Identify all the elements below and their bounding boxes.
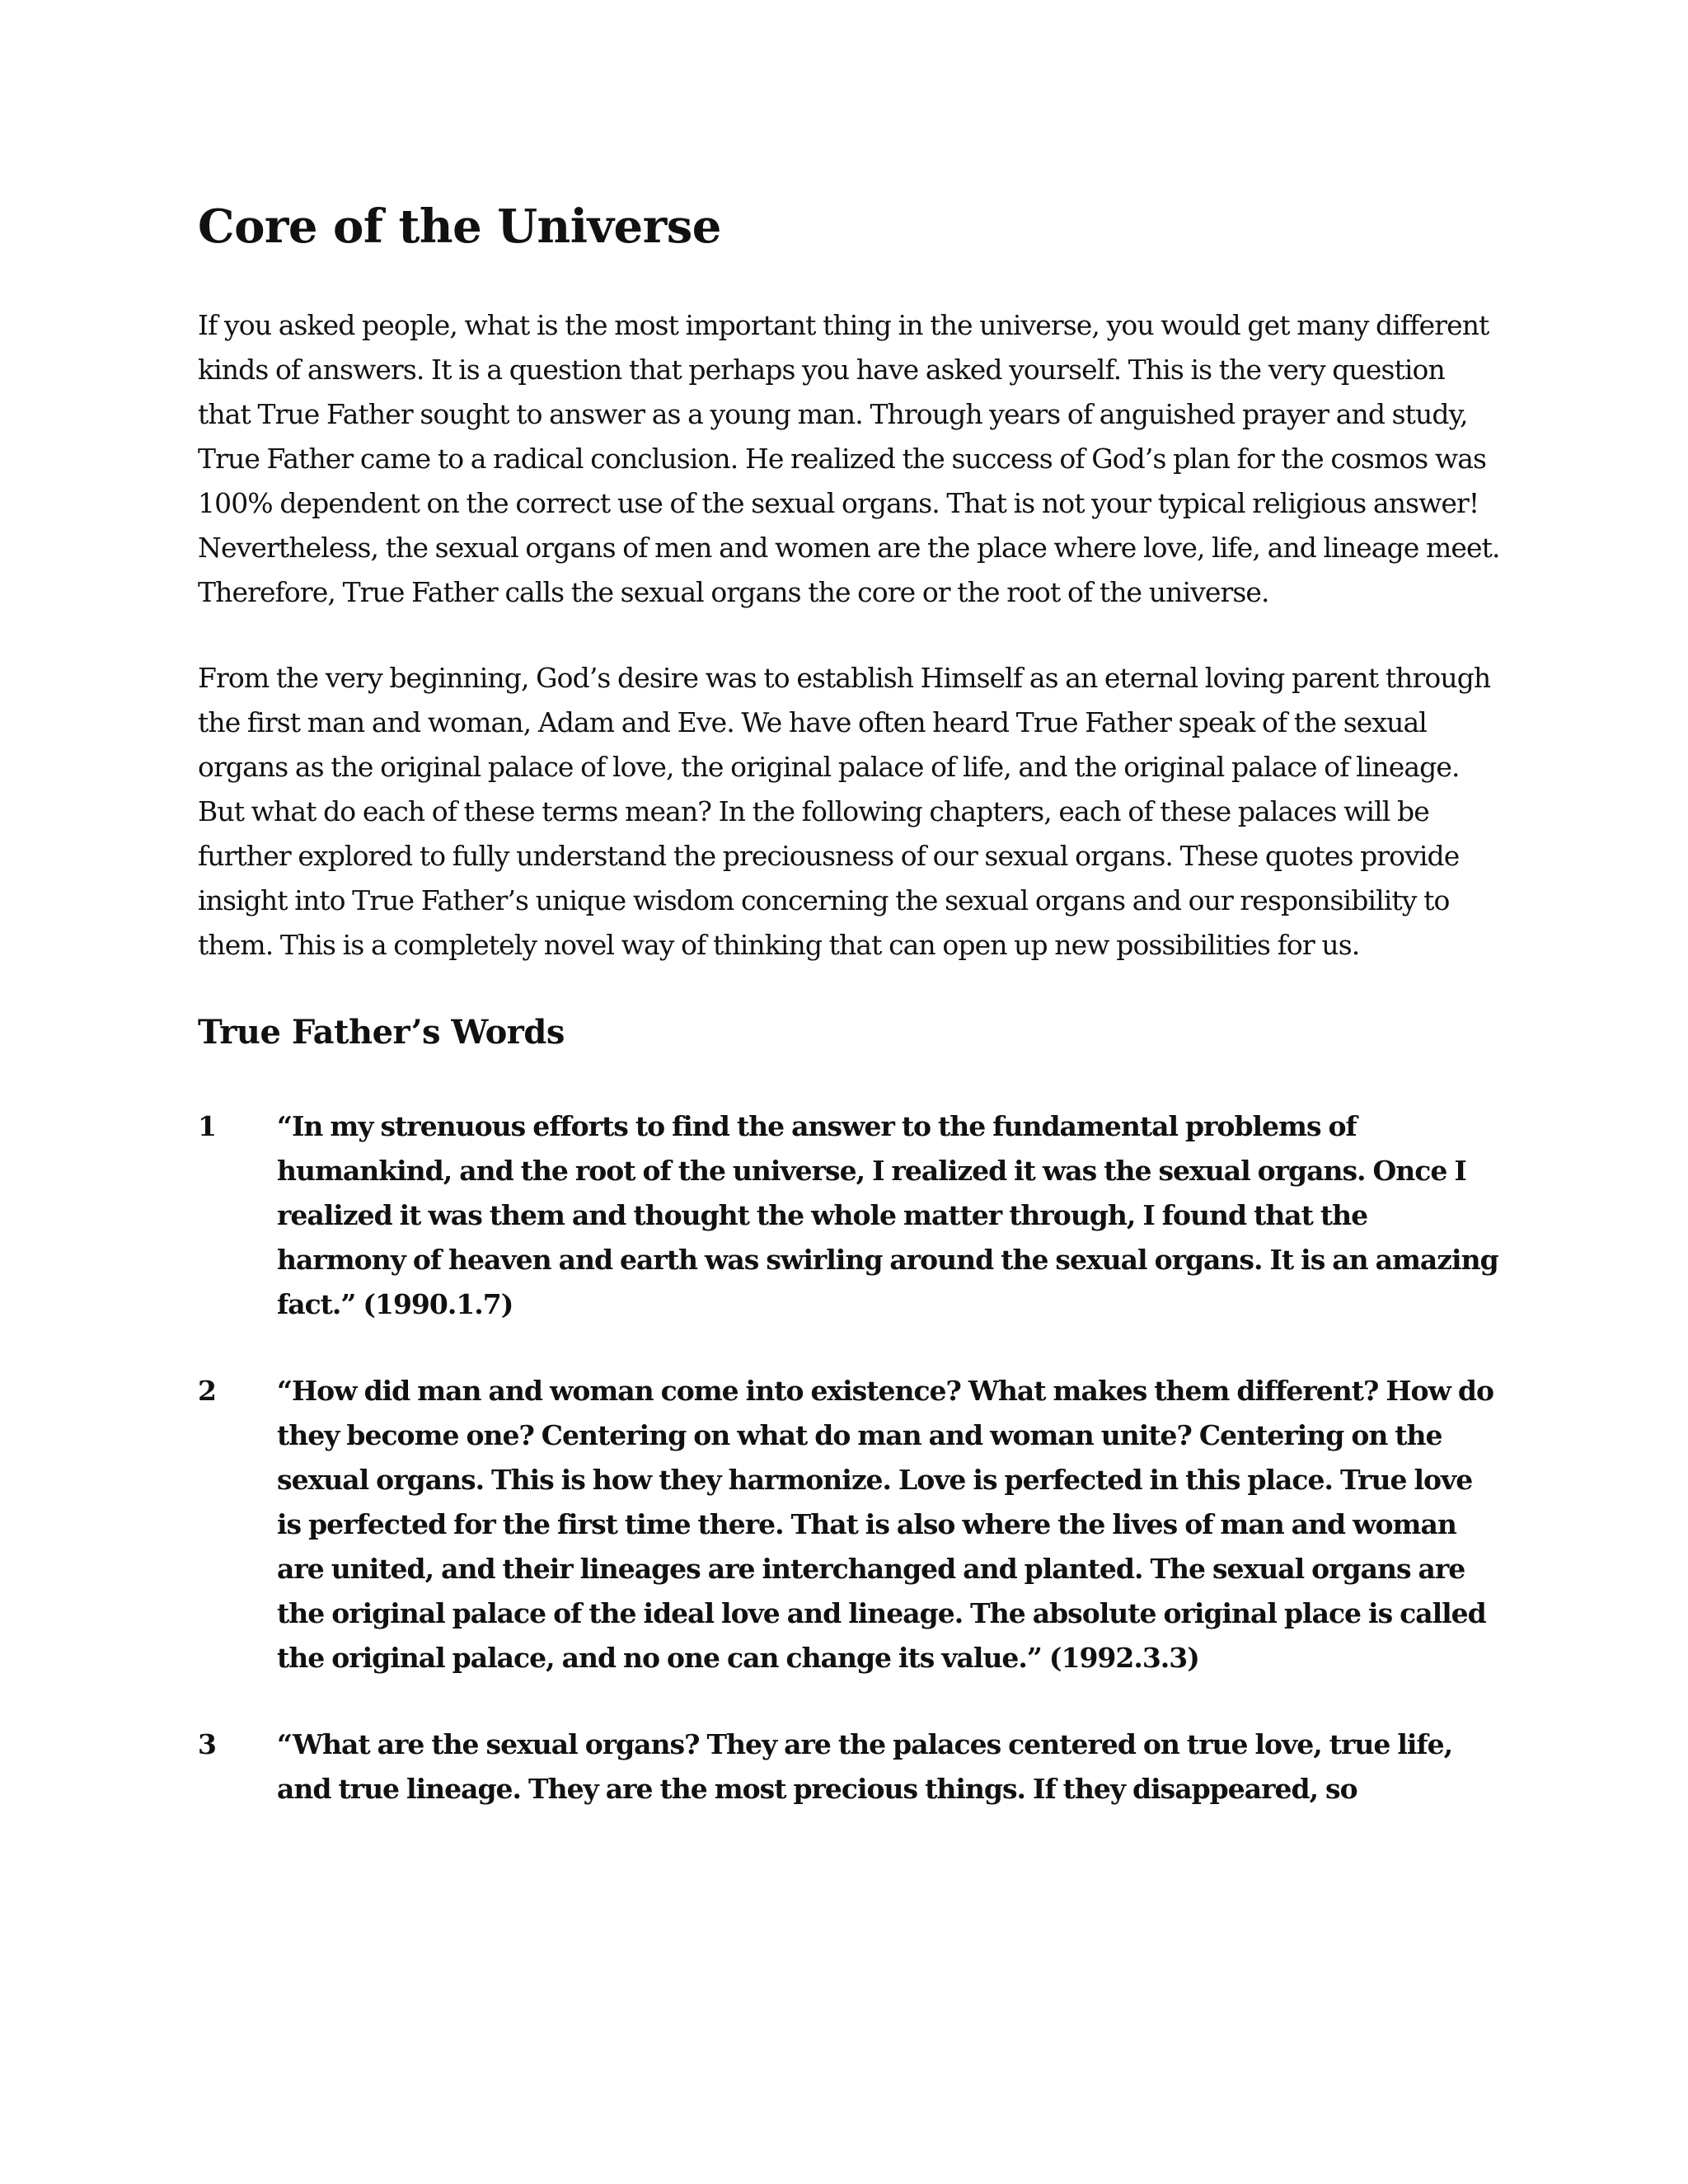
quote-number: 3 xyxy=(198,1728,217,1760)
quote-text: “How did man and woman come into existence? What makes them different? How do they become one? Centering on what do man and woman unite? Centering on the sexual organs. This is how they harmonize. Love is perfected in this place. True love is perfected for the first time there. That is also where the lives of man and woman are united, and their lineages are interchanged and planted. The sexual organs are the original palace of the ideal love and lineage. The absolute original place is called the original palace, and no one can change its value.” (1992.3.3) xyxy=(277,1375,1494,1674)
quote-item xyxy=(198,1369,1500,1680)
quote-item xyxy=(198,1722,1500,1811)
intro-paragraph-2: From the very beginning, God’s desire was to establish Himself as an eternal loving parent through the first man and woman, Adam and Eve. We have often heard True Father speak of the sexual organs as the original palace of love, the original palace of life, and the original palace of lineage. But what do each of these terms mean? In the following chapters, each of these palaces will be further explored to fully understand the preciousness of our sexual organs. These quotes provide insight into True Father’s unique wisdom concerning the sexual organs and our responsibility to them. This is a completely novel way of thinking that can open up new possibilities for us. xyxy=(198,662,1491,961)
quote-number: 2 xyxy=(198,1375,217,1407)
section-heading: True Father’s Words xyxy=(198,1013,565,1052)
intro-paragraph-1: If you asked people, what is the most important thing in the universe, you would get many different kinds of answers. It is a question that perhaps you have asked yourself. This is the very question that True Father sought to answer as a young man. Through years of anguished prayer and study, True Father came to a radical conclusion. He realized the success of God’s plan for the cosmos was 100% dependent on the correct use of the sexual organs. That is not your typical religious answer! Nevertheless, the sexual organs of men and women are the place where love, life, and lineage meet. Therefore, True Father calls the sexual organs the core or the root of the universe. xyxy=(198,309,1500,608)
quote-item xyxy=(198,1104,1500,1327)
quote-text: “What are the sexual organs? They are the palaces centered on true love, true life, and true lineage. They are the most precious things. If they disappeared, so xyxy=(277,1728,1453,1805)
quote-number: 1 xyxy=(198,1110,217,1142)
page-title: Core of the Universe xyxy=(198,199,721,254)
document-page xyxy=(198,198,1500,1854)
quote-list xyxy=(198,1104,1500,1811)
quote-text: “In my strenuous efforts to find the answer to the fundamental problems of humankind, and the root of the universe, I realized it was the sexual organs. Once I realized it was them and thought the whole matter through, I found that the harmony of heaven and earth was swirling around the sexual organs. It is an amazing fact.” (1990.1.7) xyxy=(277,1110,1498,1320)
